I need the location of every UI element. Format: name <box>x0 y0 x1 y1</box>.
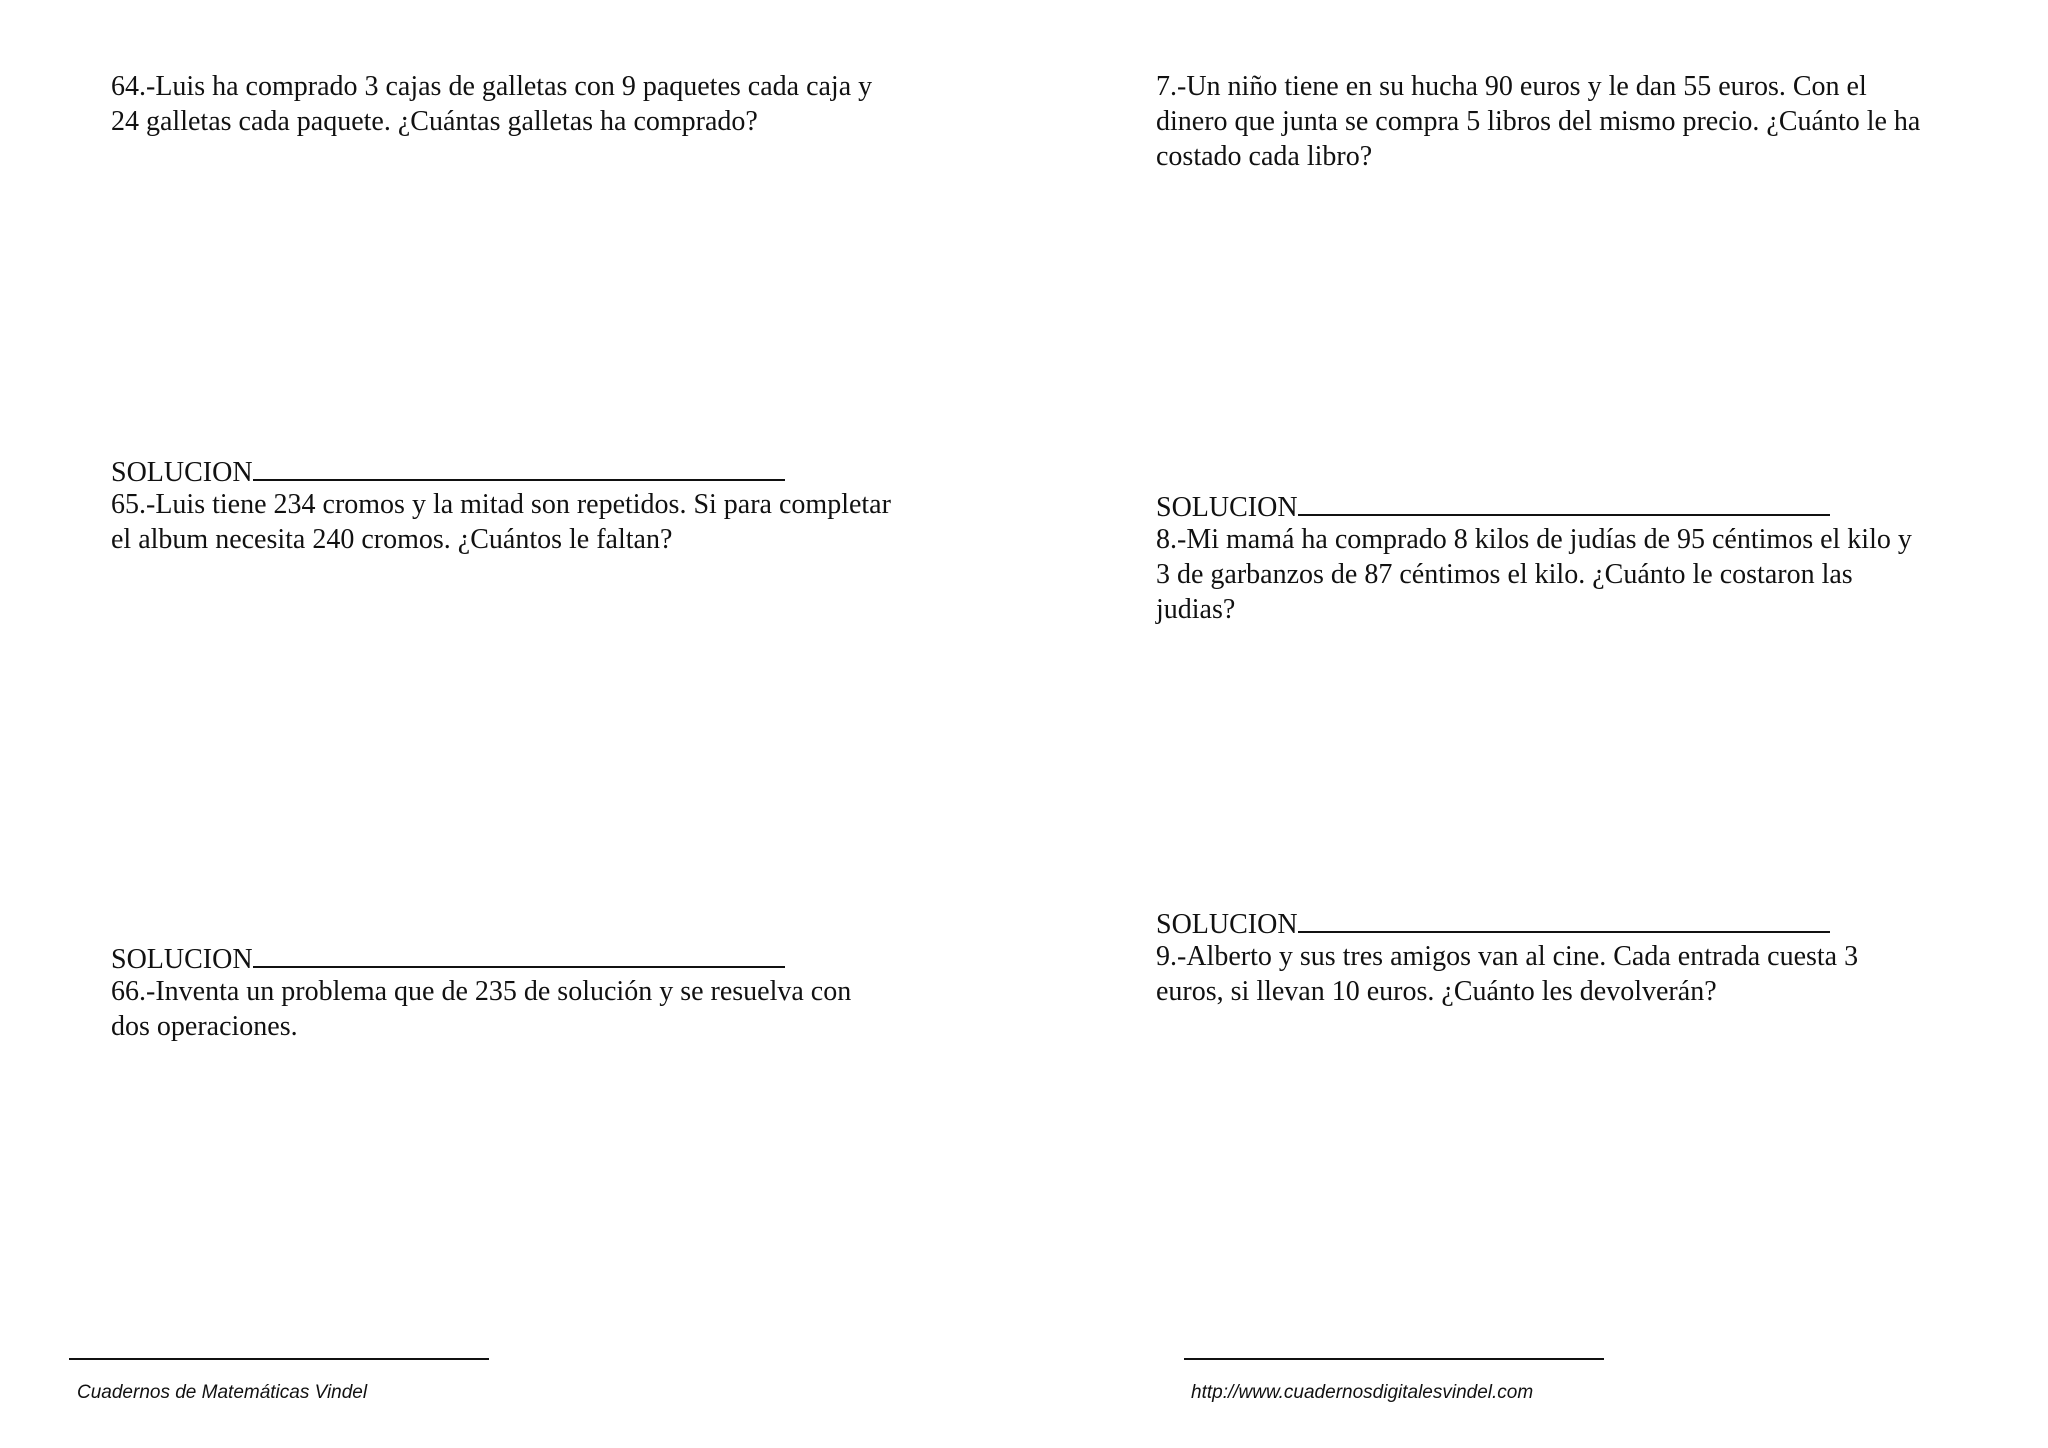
solution-line-2 <box>111 939 785 977</box>
solution-label: SOLUCION <box>111 944 253 975</box>
footer-divider-left <box>69 1358 489 1360</box>
answer-underline <box>1298 904 1830 933</box>
solution-line-2 <box>1156 904 1830 942</box>
footer-divider-right <box>1184 1358 1604 1360</box>
answer-underline <box>253 452 785 481</box>
solution-line-1 <box>111 452 785 490</box>
footer-url-link[interactable]: http://www.cuadernosdigitalesvindel.com <box>1191 1382 1534 1403</box>
problem-8-text: 8.-Mi mamá ha comprado 8 kilos de judías de 95 céntimos el kilo y 3 de garbanzos de 87 céntimos el kilo. ¿Cuánto le costaron las judias? <box>1156 524 1912 625</box>
answer-underline <box>253 939 785 968</box>
solution-line-1 <box>1156 487 1830 525</box>
footer-title: Cuadernos de Matemáticas Vindel <box>77 1382 368 1403</box>
answer-underline <box>1298 487 1830 516</box>
solution-label: SOLUCION <box>1156 492 1298 523</box>
solution-label: SOLUCION <box>1156 909 1298 940</box>
problem-64-text: 64.-Luis ha comprado 3 cajas de galletas con 9 paquetes cada caja y 24 galletas cada paquete. ¿Cuántas galletas ha comprado? <box>111 71 873 137</box>
solution-label: SOLUCION <box>111 457 253 488</box>
problem-65-text: 65.-Luis tiene 234 cromos y la mitad son repetidos. Si para completar el album necesita 240 cromos. ¿Cuántos le faltan? <box>111 489 891 555</box>
problem-7-text: 7.-Un niño tiene en su hucha 90 euros y le dan 55 euros. Con el dinero que junta se compra 5 libros del mismo precio. ¿Cuánto le ha costado cada libro? <box>1156 71 1921 172</box>
problem-66-text: 66.-Inventa un problema que de 235 de solución y se resuelva con dos operaciones. <box>111 976 852 1042</box>
problem-9-text: 9.-Alberto y sus tres amigos van al cine. Cada entrada cuesta 3 euros, si llevan 10 euros. ¿Cuánto les devolverán? <box>1156 941 1859 1007</box>
